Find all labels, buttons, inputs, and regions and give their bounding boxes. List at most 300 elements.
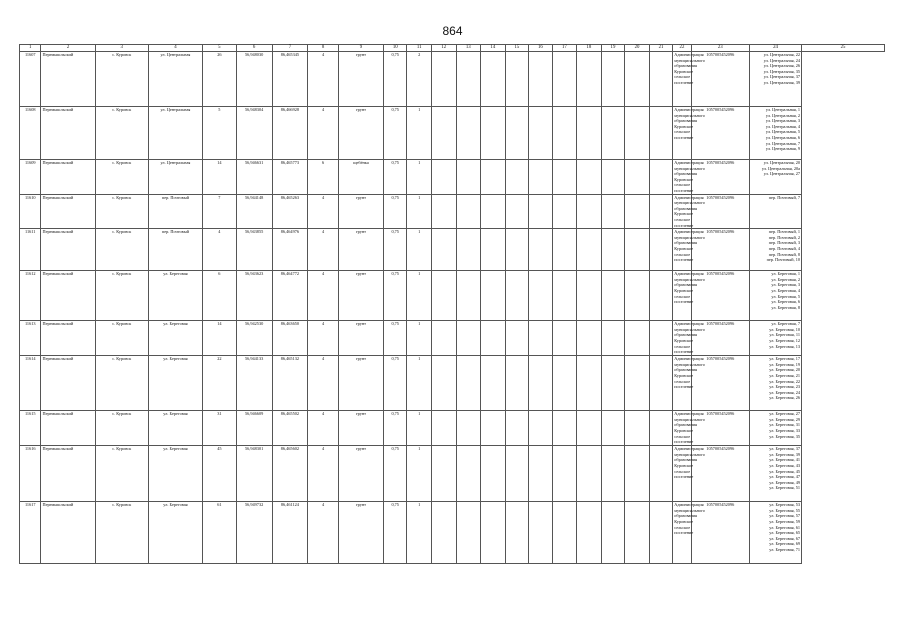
empty-cell	[456, 271, 481, 321]
owner-line: муниципального	[674, 326, 705, 332]
owner-cell	[673, 321, 705, 356]
address-line: ул. Центральная, 9	[765, 146, 801, 152]
ogrn-cell: 1057005452096	[691, 356, 749, 411]
settlement-cell: с. Куровск	[95, 160, 148, 195]
district-cell: Перемышльский	[41, 52, 95, 107]
empty-cell	[529, 229, 553, 271]
owner-line: муниципального	[674, 200, 705, 206]
empty-cell	[577, 160, 602, 195]
address-line: ул. Береговая, 39	[769, 451, 801, 457]
district-cell: Перемышльский	[41, 321, 95, 356]
address-line: ул. Береговая, 13	[769, 343, 801, 349]
surface-cell: грунт	[338, 446, 383, 502]
street-cell: ул. Береговая	[148, 271, 202, 321]
owner-cell	[673, 194, 705, 229]
latitude-cell: 56,946609	[236, 411, 272, 446]
owner-line: Куровское сельское	[674, 518, 694, 530]
surface-cell: грунт	[338, 321, 383, 356]
empty-cell	[529, 107, 553, 160]
district-cell: Перемышльский	[41, 194, 95, 229]
value-cell-11: 0,75	[383, 194, 407, 229]
value-cell-11: 0,75	[383, 52, 407, 107]
surface-cell: грунт	[338, 502, 383, 564]
empty-cell	[552, 52, 577, 107]
address-line: пер. Почтовый, 4	[768, 245, 801, 251]
owner-line: муниципального	[674, 112, 705, 118]
value-cell-11: 0,75	[383, 107, 407, 160]
empty-cell	[649, 160, 673, 195]
address-line: ул. Береговая, 71	[769, 546, 801, 552]
empty-cell	[456, 446, 481, 502]
row-id-cell: 11616	[20, 446, 41, 502]
empty-cell	[601, 502, 625, 564]
page-number: 864	[442, 24, 463, 38]
house-number-cell: 14	[203, 321, 237, 356]
empty-cell	[649, 411, 673, 446]
address-line: ул. Береговая, 67	[769, 535, 801, 541]
settlement-cell: с. Куровск	[95, 194, 148, 229]
district-cell: Перемышльский	[41, 356, 95, 411]
area-cell: 4	[308, 446, 339, 502]
house-number-cell: 5	[203, 107, 237, 160]
surface-cell: грунт	[338, 194, 383, 229]
column-header: 16	[529, 45, 553, 52]
empty-cell	[432, 321, 457, 356]
address-line: ул. Центральная, 4	[765, 123, 801, 129]
ogrn-cell: 1057005452096	[691, 52, 749, 107]
header-row	[20, 45, 885, 52]
settlement-cell: с. Куровск	[95, 446, 148, 502]
value-cell-11: 0,75	[383, 502, 407, 564]
empty-cell	[601, 229, 625, 271]
owner-line: поселение	[674, 439, 694, 445]
owner-line: Куровское сельское	[674, 68, 694, 80]
value-cell-11: 0,75	[383, 229, 407, 271]
owner-line: поселение	[674, 299, 694, 305]
address-line: ул. Береговая, 4	[771, 287, 801, 293]
addresses-cell	[749, 271, 801, 321]
address-line: ул. Центральная, 37	[763, 74, 801, 80]
empty-cell	[505, 271, 529, 321]
address-line: ул. Береговая, 6	[771, 299, 801, 305]
owner-line: поселение	[674, 222, 694, 228]
column-header: 9	[338, 45, 383, 52]
area-cell: 4	[308, 411, 339, 446]
empty-cell	[456, 107, 481, 160]
column-header: 13	[456, 45, 481, 52]
empty-cell	[432, 229, 457, 271]
empty-cell	[649, 321, 673, 356]
table-row	[20, 160, 885, 195]
street-cell: ул. Береговая	[148, 502, 202, 564]
address-line: ул. Центральная, 39	[763, 79, 801, 85]
table-row	[20, 271, 885, 321]
value-cell-12: 1	[407, 321, 432, 356]
district-cell: Перемышльский	[41, 502, 95, 564]
owner-line: поселение	[674, 257, 694, 263]
empty-cell	[577, 502, 602, 564]
surface-cell: щебёнка	[338, 160, 383, 195]
value-cell-12: 1	[407, 107, 432, 160]
house-number-cell: 61	[203, 502, 237, 564]
owner-line: образования	[674, 282, 697, 288]
value-cell-12: 1	[407, 229, 432, 271]
row-id-cell: 11613	[20, 321, 41, 356]
owner-line: муниципального	[674, 234, 705, 240]
column-header: 7	[272, 45, 308, 52]
empty-cell	[577, 321, 602, 356]
area-cell: 4	[308, 194, 339, 229]
owner-cell	[673, 411, 705, 446]
address-line: ул. Береговая, 24	[769, 389, 801, 395]
addresses-cell	[749, 446, 801, 502]
table-row	[20, 52, 885, 107]
column-header: 3	[95, 45, 148, 52]
empty-cell	[649, 271, 673, 321]
empty-cell	[577, 271, 602, 321]
house-number-cell: 7	[203, 194, 237, 229]
empty-cell	[481, 271, 506, 321]
empty-cell	[505, 52, 529, 107]
owner-cell	[673, 160, 705, 195]
address-line: пер. Почтовый, 7	[768, 194, 801, 200]
area-cell: 4	[308, 229, 339, 271]
empty-cell	[481, 446, 506, 502]
owner-line: муниципального	[674, 416, 705, 422]
address-line: ул. Береговая, 20	[769, 367, 801, 373]
address-line: ул. Береговая, 31	[769, 422, 801, 428]
empty-cell	[432, 502, 457, 564]
owner-cell	[673, 107, 705, 160]
value-cell-12: 1	[407, 411, 432, 446]
addresses-cell	[749, 356, 801, 411]
address-line: ул. Береговая, 12	[769, 337, 801, 343]
empty-cell	[505, 194, 529, 229]
empty-cell	[601, 356, 625, 411]
empty-cell	[505, 229, 529, 271]
owner-line: Администрация	[674, 194, 704, 200]
address-line: ул. Береговая, 5	[771, 293, 801, 299]
empty-cell	[505, 411, 529, 446]
empty-cell	[456, 52, 481, 107]
latitude-cell: 56,948030	[236, 52, 272, 107]
owner-cell	[673, 502, 705, 564]
table-row	[20, 446, 885, 502]
column-header: 22	[673, 45, 691, 52]
street-cell: ул. Центральная	[148, 107, 202, 160]
empty-cell	[577, 194, 602, 229]
table-row	[20, 107, 885, 160]
latitude-cell: 56,948301	[236, 446, 272, 502]
address-line: пер. Почтовый, 10	[766, 257, 801, 263]
empty-cell	[432, 52, 457, 107]
owner-line: образования	[674, 205, 697, 211]
value-cell-12: 1	[407, 160, 432, 195]
owner-line: Администрация	[674, 52, 704, 57]
ogrn-cell: 1057005452096	[691, 446, 749, 502]
empty-cell	[481, 52, 506, 107]
longitude-cell: 86,461124	[272, 502, 308, 564]
owner-line: Администрация	[674, 502, 704, 508]
address-line: ул. Береговая, 53	[769, 502, 801, 508]
house-number-cell: 6	[203, 271, 237, 321]
empty-cell	[432, 194, 457, 229]
empty-cell	[456, 321, 481, 356]
settlement-cell: с. Куровск	[95, 52, 148, 107]
registry-body	[20, 45, 885, 564]
address-line: пер. Почтовый, 8	[768, 251, 801, 257]
owner-line: образования	[674, 422, 697, 428]
empty-cell	[529, 446, 553, 502]
row-id-cell: 11609	[20, 160, 41, 195]
address-line: ул. Береговая, 27	[769, 411, 801, 417]
table-row	[20, 321, 885, 356]
longitude-cell: 86,465773	[272, 160, 308, 195]
owner-line: Администрация	[674, 356, 704, 362]
ogrn-cell: 1057005452096	[691, 271, 749, 321]
row-id-cell: 11612	[20, 271, 41, 321]
longitude-cell: 86,465263	[272, 194, 308, 229]
owner-line: Куровское сельское	[674, 211, 694, 222]
address-line: ул. Береговая, 29	[769, 416, 801, 422]
owner-line: образования	[674, 63, 697, 69]
empty-cell	[505, 502, 529, 564]
latitude-cell: 56,944148	[236, 194, 272, 229]
empty-cell	[625, 321, 650, 356]
empty-cell	[456, 411, 481, 446]
area-cell: 4	[308, 107, 339, 160]
empty-cell	[432, 446, 457, 502]
surface-cell: грунт	[338, 52, 383, 107]
column-header: 11	[407, 45, 432, 52]
value-cell-11: 0,75	[383, 271, 407, 321]
value-cell-12: 1	[407, 271, 432, 321]
address-line: ул. Береговая, 45	[769, 468, 801, 474]
column-header: 25	[802, 45, 885, 52]
empty-cell	[649, 194, 673, 229]
empty-cell	[529, 356, 553, 411]
owner-line: Администрация	[674, 411, 704, 417]
value-cell-12: 2	[407, 52, 432, 107]
empty-cell	[577, 411, 602, 446]
empty-cell	[649, 229, 673, 271]
empty-cell	[625, 411, 650, 446]
column-header: 24	[749, 45, 801, 52]
empty-cell	[505, 160, 529, 195]
address-line: ул. Береговая, 10	[769, 326, 801, 332]
empty-cell	[601, 271, 625, 321]
owner-line: поселение	[674, 384, 694, 390]
empty-cell	[552, 194, 577, 229]
column-header: 12	[432, 45, 457, 52]
empty-cell	[625, 107, 650, 160]
address-line: ул. Береговая, 47	[769, 474, 801, 480]
house-number-cell: 4	[203, 229, 237, 271]
surface-cell: грунт	[338, 107, 383, 160]
owner-line: Администрация	[674, 321, 704, 327]
longitude-cell: 86,466928	[272, 107, 308, 160]
addresses-cell	[749, 411, 801, 446]
value-cell-12: 1	[407, 502, 432, 564]
longitude-cell: 86,464976	[272, 229, 308, 271]
empty-cell	[625, 160, 650, 195]
owner-line: Куровское сельское	[674, 176, 694, 188]
empty-cell	[432, 356, 457, 411]
address-line: ул. Береговая, 61	[769, 524, 801, 530]
empty-cell	[577, 446, 602, 502]
addresses-cell	[749, 160, 801, 195]
owner-line: поселение	[674, 134, 694, 140]
value-cell-12: 1	[407, 356, 432, 411]
address-line: пер. Почтовый, 1	[768, 229, 801, 235]
empty-cell	[529, 411, 553, 446]
address-line: ул. Береговая, 51	[769, 485, 801, 491]
empty-cell	[552, 271, 577, 321]
row-id-cell: 11610	[20, 194, 41, 229]
empty-cell	[456, 194, 481, 229]
empty-cell	[625, 502, 650, 564]
address-line: ул. Береговая, 17	[769, 356, 801, 362]
house-number-cell: 31	[203, 411, 237, 446]
column-header: 6	[236, 45, 272, 52]
addresses-cell	[749, 107, 801, 160]
column-header: 15	[505, 45, 529, 52]
address-line: ул. Береговая, 55	[769, 507, 801, 513]
empty-cell	[481, 356, 506, 411]
street-cell: ул. Береговая	[148, 321, 202, 356]
owner-line: образования	[674, 513, 697, 519]
empty-cell	[649, 107, 673, 160]
owner-line: образования	[674, 457, 697, 463]
owner-line: Администрация	[674, 446, 704, 452]
settlement-cell: с. Куровск	[95, 502, 148, 564]
ogrn-cell: 1057005452096	[691, 194, 749, 229]
owner-line: Куровское сельское	[674, 372, 694, 384]
area-cell: 4	[308, 356, 339, 411]
empty-cell	[456, 356, 481, 411]
row-id-cell: 11611	[20, 229, 41, 271]
address-line: ул. Береговая, 57	[769, 513, 801, 519]
addresses-cell	[749, 502, 801, 564]
owner-line: образования	[674, 118, 697, 124]
address-line: ул. Центральная, 3	[765, 118, 801, 124]
address-line: ул. Центральная, 5	[765, 129, 801, 135]
empty-cell	[577, 229, 602, 271]
column-header: 1	[20, 45, 41, 52]
address-line: ул. Центральная, 20а	[761, 165, 801, 171]
ogrn-cell: 1057005452096	[691, 229, 749, 271]
empty-cell	[456, 502, 481, 564]
area-cell: 4	[308, 502, 339, 564]
address-line: ул. Центральная, 20	[763, 160, 801, 165]
empty-cell	[432, 411, 457, 446]
column-header: 2	[41, 45, 95, 52]
column-header: 4	[148, 45, 202, 52]
empty-cell	[577, 107, 602, 160]
empty-cell	[481, 229, 506, 271]
column-header: 21	[649, 45, 673, 52]
empty-cell	[552, 356, 577, 411]
surface-cell: грунт	[338, 229, 383, 271]
latitude-cell: 56,942530	[236, 321, 272, 356]
empty-cell	[456, 160, 481, 195]
empty-cell	[625, 356, 650, 411]
owner-line: муниципального	[674, 507, 705, 513]
address-line: ул. Береговая, 33	[769, 427, 801, 433]
ogrn-cell: 1057005452096	[691, 502, 749, 564]
empty-cell	[481, 194, 506, 229]
street-cell: ул. Береговая	[148, 411, 202, 446]
empty-cell	[481, 107, 506, 160]
value-cell-11: 0,75	[383, 356, 407, 411]
column-header: 19	[601, 45, 625, 52]
owner-line: муниципального	[674, 276, 705, 282]
address-line: ул. Береговая, 49	[769, 479, 801, 485]
owner-line: Администрация	[674, 271, 704, 277]
owner-line: Куровское сельское	[674, 287, 694, 299]
owner-line: Куровское сельское	[674, 245, 694, 257]
row-id-cell: 11614	[20, 356, 41, 411]
settlement-cell: с. Куровск	[95, 321, 148, 356]
owner-line: поселение	[674, 530, 694, 536]
owner-line: поселение	[674, 79, 694, 85]
empty-cell	[577, 52, 602, 107]
owner-cell	[673, 356, 705, 411]
owner-line: муниципального	[674, 165, 705, 171]
empty-cell	[529, 271, 553, 321]
column-header: 14	[481, 45, 506, 52]
empty-cell	[601, 52, 625, 107]
empty-cell	[625, 194, 650, 229]
empty-cell	[625, 229, 650, 271]
row-id-cell: 11617	[20, 502, 41, 564]
address-line: ул. Центральная, 2	[765, 112, 801, 118]
owner-line: образования	[674, 332, 697, 338]
address-line: ул. Береговая, 21	[769, 372, 801, 378]
column-header: 5	[203, 45, 237, 52]
empty-cell	[552, 411, 577, 446]
latitude-cell: 56,949732	[236, 502, 272, 564]
address-line: ул. Береговая, 19	[769, 361, 801, 367]
column-header: 18	[577, 45, 602, 52]
value-cell-12: 1	[407, 194, 432, 229]
longitude-cell: 86,465132	[272, 356, 308, 411]
address-line: ул. Береговая, 23	[769, 384, 801, 390]
empty-cell	[601, 107, 625, 160]
empty-cell	[649, 502, 673, 564]
column-header: 23	[691, 45, 749, 52]
district-cell: Перемышльский	[41, 160, 95, 195]
empty-cell	[601, 194, 625, 229]
empty-cell	[505, 356, 529, 411]
owner-line: муниципального	[674, 57, 705, 63]
empty-cell	[432, 107, 457, 160]
row-id-cell: 11615	[20, 411, 41, 446]
address-line: пер. Почтовый, 3	[768, 240, 801, 246]
settlement-cell: с. Куровск	[95, 229, 148, 271]
address-line: ул. Береговая, 11	[769, 332, 801, 338]
ogrn-cell: 1057005452096	[691, 160, 749, 195]
empty-cell	[481, 160, 506, 195]
empty-cell	[625, 446, 650, 502]
street-cell: ул. Центральная	[148, 52, 202, 107]
owner-line: Администрация	[674, 229, 704, 235]
street-cell: ул. Береговая	[148, 446, 202, 502]
longitude-cell: 86,463650	[272, 321, 308, 356]
column-header: 20	[625, 45, 650, 52]
surface-cell: грунт	[338, 411, 383, 446]
addresses-cell	[749, 52, 801, 107]
